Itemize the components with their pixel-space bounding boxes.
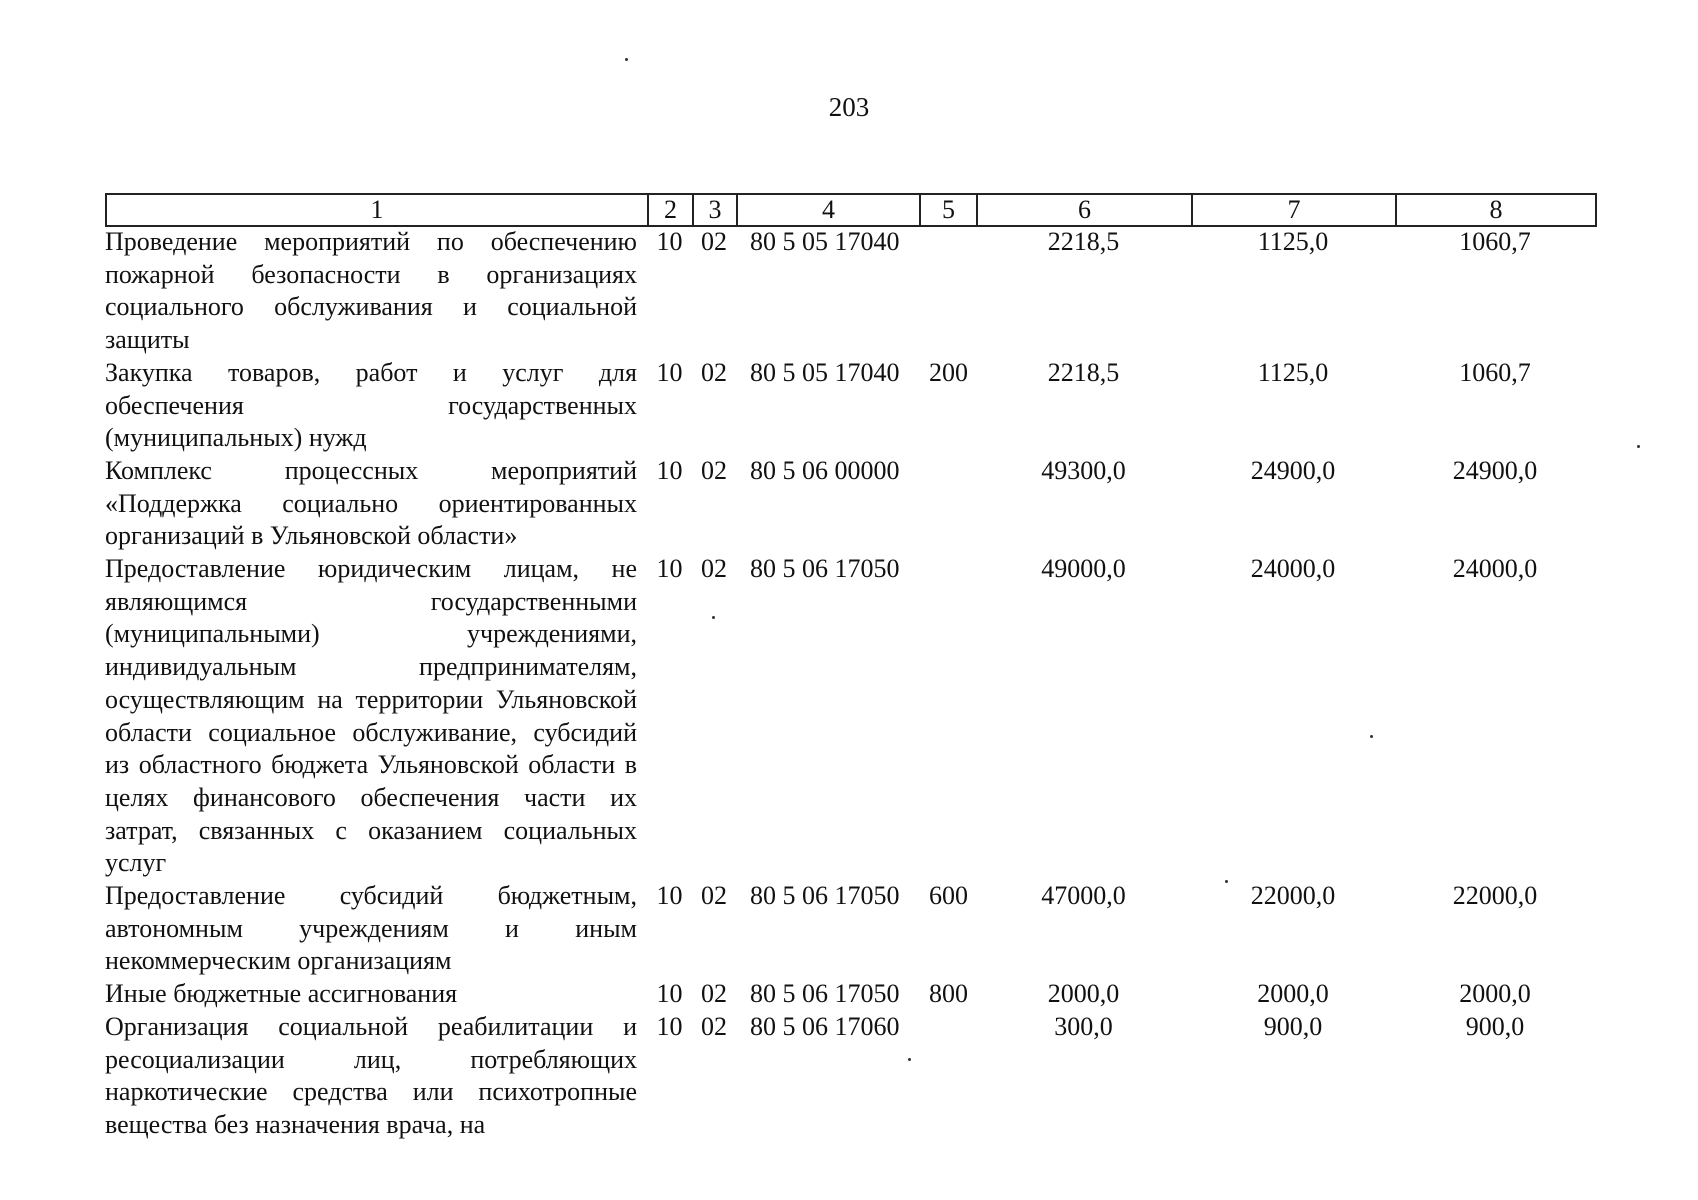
row-value-col7: 2000,0	[1257, 979, 1329, 1009]
row-value-col8: 1060,7	[1459, 227, 1531, 256]
row-expense-type	[919, 226, 976, 357]
row-name: Закупка товаров, работ и услуг для обеспечения государственных (муниципальных) нужд	[105, 357, 637, 453]
header-col-5: 5	[920, 194, 977, 226]
row-target-code: 80 5 06 17050	[750, 881, 900, 911]
row-value-col8: 24000,0	[1452, 554, 1538, 584]
row-value-col6: 300,0	[1054, 1011, 1113, 1041]
row-value-col8: 900,0	[1465, 1011, 1525, 1041]
row-name: Комплекс процессных мероприятий «Поддержка социально ориентированных организаций в Ульяновской области»	[105, 455, 637, 551]
row-target-code: 80 5 05 17040	[750, 357, 900, 387]
row-subsection: 02	[701, 979, 727, 1009]
row-value-col7: 1125,0	[1257, 357, 1329, 387]
row-target-code: 80 5 06 17050	[750, 979, 900, 1009]
row-name: Проведение мероприятий по обеспечению пожарной безопасности в организациях социального обслуживания и социальной защиты	[105, 227, 637, 355]
table-row	[105, 455, 1595, 553]
row-value-col8: 22000,0	[1452, 881, 1538, 911]
row-name: Предоставление субсидий бюджетным, автономным учреждениям и иным некоммерческим организациям	[105, 881, 637, 976]
row-subsection: 02	[701, 227, 727, 256]
scan-speck	[712, 616, 715, 619]
row-section: 10	[656, 455, 683, 485]
row-expense-type: 800	[929, 979, 968, 1009]
row-section: 10	[656, 227, 683, 256]
row-name: Иные бюджетные ассигнования	[105, 979, 458, 1009]
row-value-col7: 22000,0	[1250, 881, 1336, 911]
row-value-col7: 900,0	[1263, 1011, 1323, 1041]
row-value-col6: 49300,0	[1041, 455, 1126, 485]
header-col-8: 8	[1396, 194, 1596, 226]
scan-speck	[908, 1058, 911, 1061]
row-subsection: 02	[701, 554, 727, 584]
row-value-col8: 24900,0	[1452, 455, 1538, 485]
row-value-col7: 24900,0	[1250, 455, 1336, 485]
header-col-1: 1	[106, 194, 648, 226]
row-target-code: 80 5 06 00000	[750, 455, 900, 485]
table-row	[105, 880, 1595, 978]
header-col-6: 6	[977, 194, 1192, 226]
header-col-2: 2	[648, 194, 693, 226]
row-section: 10	[656, 1011, 683, 1041]
page-number: 203	[828, 92, 870, 122]
table-row	[105, 553, 1595, 880]
row-expense-type: 200	[929, 357, 968, 387]
row-subsection: 02	[701, 357, 727, 387]
row-section: 10	[656, 357, 683, 387]
row-value-col7: 24000,0	[1250, 554, 1336, 584]
row-value-col6: 2000,0	[1047, 979, 1120, 1009]
row-section: 10	[656, 554, 683, 584]
budget-table	[105, 226, 1595, 1142]
row-value-col6: 49000,0	[1041, 554, 1126, 584]
row-expense-type	[919, 1011, 976, 1142]
table-row	[105, 226, 1595, 357]
row-value-col7: 1125,0	[1257, 227, 1329, 256]
row-section: 10	[656, 979, 683, 1009]
row-target-code: 80 5 06 17060	[750, 1011, 900, 1041]
header-col-4: 4	[737, 194, 920, 226]
table-row	[105, 1011, 1595, 1142]
row-target-code: 80 5 05 17040	[750, 227, 900, 256]
table-row	[105, 978, 1595, 1011]
row-expense-type: 600	[929, 881, 968, 911]
row-subsection: 02	[701, 1011, 727, 1041]
row-subsection: 02	[701, 455, 727, 485]
row-name: Организация социальной реабилитации и ресоциализации лиц, потребляющих наркотические средства или психотропные вещества без назначения врача, на	[105, 1011, 637, 1139]
table-row	[105, 357, 1595, 455]
row-value-col6: 2218,5	[1047, 357, 1120, 387]
scan-speck	[1370, 735, 1373, 738]
table-header	[105, 193, 1597, 227]
row-value-col8: 2000,0	[1459, 979, 1531, 1009]
row-expense-type	[919, 553, 976, 880]
row-expense-type	[919, 455, 976, 553]
scan-speck	[1637, 445, 1640, 448]
scan-speck	[1225, 880, 1228, 883]
scan-speck	[625, 58, 628, 61]
header-col-3: 3	[693, 194, 737, 226]
row-subsection: 02	[701, 881, 727, 911]
row-section: 10	[656, 881, 683, 911]
row-value-col6: 2218,5	[1047, 227, 1120, 256]
row-name: Предоставление юридическим лицам, не являющимся государственными (муниципальными) учреждениями, индивидуальным предпринимателям, осуществляющим на территории Ульяновской области социальное обслуживание, субсидий из областного бюджета Ульяновской области в целях финансового обеспечения части их затрат, связанных с оказанием социальных услуг	[105, 554, 637, 878]
row-target-code: 80 5 06 17050	[750, 554, 900, 584]
header-col-7: 7	[1192, 194, 1396, 226]
row-value-col8: 1060,7	[1459, 357, 1531, 387]
row-value-col6: 47000,0	[1041, 881, 1126, 911]
